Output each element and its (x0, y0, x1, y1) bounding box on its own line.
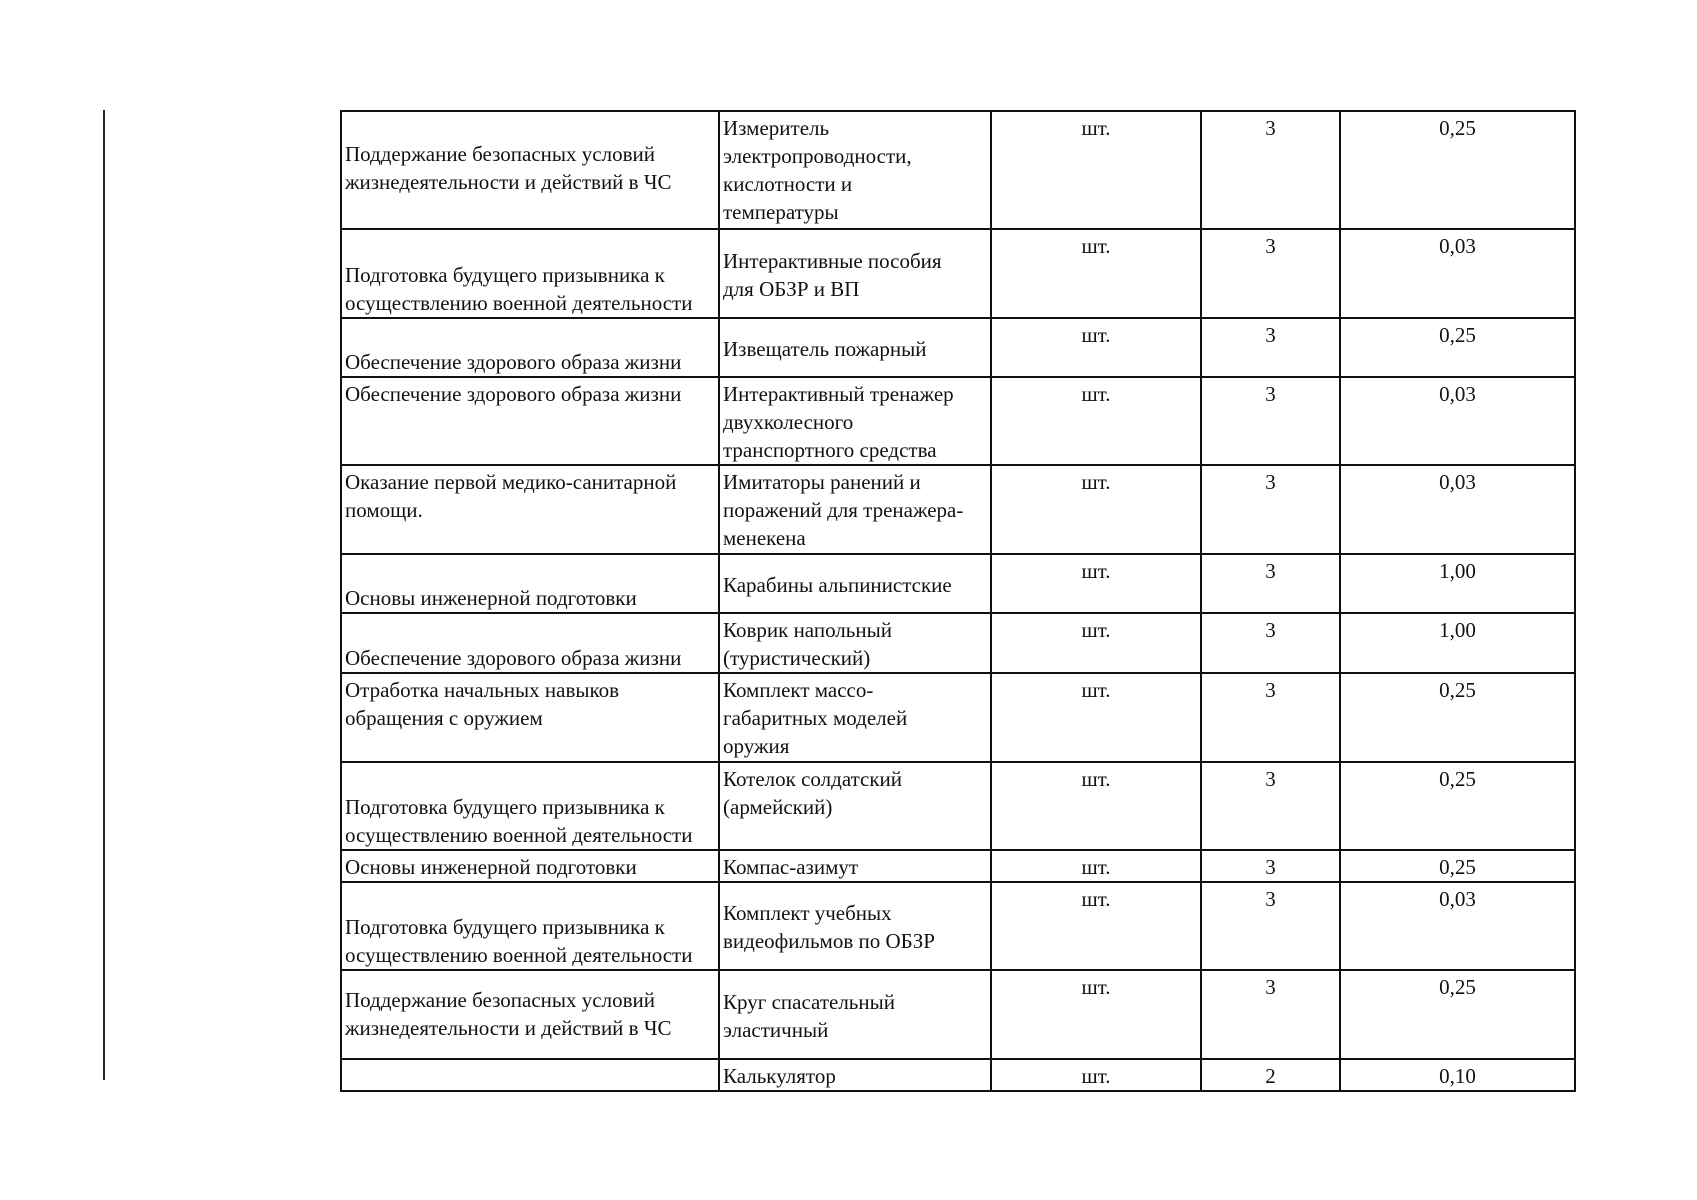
topic-cell: Обеспечение здорового образа жизни (341, 318, 719, 377)
unit-cell: шт. (991, 882, 1201, 970)
item-cell: Интерактивные пособия для ОБЗР и ВП (719, 229, 991, 318)
unit-cell: шт. (991, 318, 1201, 377)
quantity-cell: 3 (1201, 465, 1340, 554)
item-cell: Комплект массо- габаритных моделей оружия (719, 673, 991, 762)
value-cell: 0,25 (1340, 111, 1575, 229)
quantity-cell: 3 (1201, 613, 1340, 673)
topic-cell: Подготовка будущего призывника к осуществлению военной деятельности (341, 229, 719, 318)
quantity-cell: 3 (1201, 229, 1340, 318)
quantity-cell: 3 (1201, 850, 1340, 882)
topic-cell: Обеспечение здорового образа жизни (341, 377, 719, 465)
unit-cell: шт. (991, 465, 1201, 554)
value-cell: 0,25 (1340, 850, 1575, 882)
unit-cell: шт. (991, 970, 1201, 1059)
table-row (341, 229, 1575, 318)
table-row (341, 554, 1575, 613)
value-cell: 0,25 (1340, 762, 1575, 850)
quantity-cell: 3 (1201, 673, 1340, 762)
value-cell: 0,03 (1340, 377, 1575, 465)
table-row (341, 318, 1575, 377)
table-row (341, 465, 1575, 554)
value-cell: 0,25 (1340, 318, 1575, 377)
unit-cell: шт. (991, 1059, 1201, 1091)
quantity-cell: 3 (1201, 554, 1340, 613)
unit-cell: шт. (991, 111, 1201, 229)
item-cell: Круг спасательный эластичный (719, 970, 991, 1059)
topic-cell: Основы инженерной подготовки (341, 554, 719, 613)
table-row (341, 1059, 1575, 1091)
unit-cell: шт. (991, 673, 1201, 762)
unit-cell: шт. (991, 377, 1201, 465)
value-cell: 0,25 (1340, 970, 1575, 1059)
quantity-cell: 3 (1201, 762, 1340, 850)
topic-cell (341, 1059, 719, 1091)
quantity-cell: 3 (1201, 377, 1340, 465)
quantity-cell: 3 (1201, 882, 1340, 970)
equipment-table (340, 110, 1576, 1092)
margin-rule (103, 110, 105, 1080)
value-cell: 1,00 (1340, 554, 1575, 613)
table-row (341, 673, 1575, 762)
topic-cell: Поддержание безопасных условий жизнедеятельности и действий в ЧС (341, 111, 719, 229)
unit-cell: шт. (991, 554, 1201, 613)
item-cell: Измеритель электропроводности, кислотности и температуры (719, 111, 991, 229)
quantity-cell: 2 (1201, 1059, 1340, 1091)
item-cell: Калькулятор (719, 1059, 991, 1091)
item-cell: Извещатель пожарный (719, 318, 991, 377)
topic-cell: Подготовка будущего призывника к осуществлению военной деятельности (341, 762, 719, 850)
item-cell: Интерактивный тренажер двухколесного транспортного средства (719, 377, 991, 465)
value-cell: 1,00 (1340, 613, 1575, 673)
topic-cell: Подготовка будущего призывника к осуществлению военной деятельности (341, 882, 719, 970)
value-cell: 0,03 (1340, 229, 1575, 318)
quantity-cell: 3 (1201, 111, 1340, 229)
table-row (341, 377, 1575, 465)
value-cell: 0,25 (1340, 673, 1575, 762)
unit-cell: шт. (991, 613, 1201, 673)
unit-cell: шт. (991, 850, 1201, 882)
table-row (341, 613, 1575, 673)
table-row (341, 762, 1575, 850)
value-cell: 0,03 (1340, 882, 1575, 970)
item-cell: Имитаторы ранений и поражений для тренажера- менекена (719, 465, 991, 554)
value-cell: 0,03 (1340, 465, 1575, 554)
item-cell: Карабины альпинистские (719, 554, 991, 613)
item-cell: Комплект учебных видеофильмов по ОБЗР (719, 882, 991, 970)
topic-cell: Поддержание безопасных условий жизнедеятельности и действий в ЧС (341, 970, 719, 1059)
unit-cell: шт. (991, 229, 1201, 318)
value-cell: 0,10 (1340, 1059, 1575, 1091)
quantity-cell: 3 (1201, 970, 1340, 1059)
topic-cell: Основы инженерной подготовки (341, 850, 719, 882)
item-cell: Котелок солдатский (армейский) (719, 762, 991, 850)
topic-cell: Отработка начальных навыков обращения с оружием (341, 673, 719, 762)
topic-cell: Оказание первой медико-санитарной помощи. (341, 465, 719, 554)
table-row (341, 850, 1575, 882)
unit-cell: шт. (991, 762, 1201, 850)
quantity-cell: 3 (1201, 318, 1340, 377)
table-row (341, 111, 1575, 229)
item-cell: Компас-азимут (719, 850, 991, 882)
topic-cell: Обеспечение здорового образа жизни (341, 613, 719, 673)
item-cell: Коврик напольный (туристический) (719, 613, 991, 673)
table-row (341, 882, 1575, 970)
table-row (341, 970, 1575, 1059)
